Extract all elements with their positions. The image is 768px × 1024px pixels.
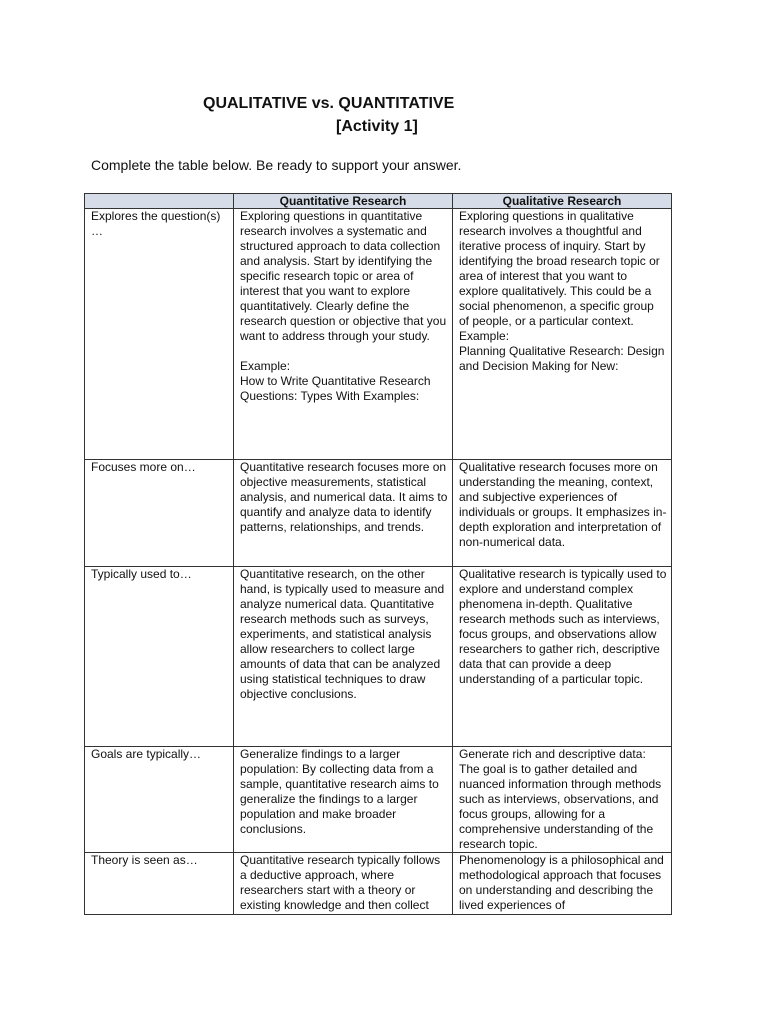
- quantitative-cell: [234, 460, 453, 567]
- quantitative-cell: [234, 567, 453, 747]
- qualitative-cell: [453, 853, 672, 915]
- quantitative-text: Quantitative research, on the other hand, is typically used to measure and analyze numerical data. Quantitative research methods such as surveys, experiments, and statistical analysis allow researchers to collect large amounts of data that can be analyzed using statistical techniques to draw objective conclusions.: [240, 567, 445, 701]
- quantitative-example: Example: How to Write Quantitative Research Questions: Types With Examples:: [240, 359, 431, 403]
- table-row: [85, 209, 672, 460]
- qualitative-text: Generate rich and descriptive data: The goal is to gather detailed and nuanced information through methods such as interviews, observations, and focus groups, allowing for a comprehensive understanding of the research topic.: [459, 747, 662, 851]
- qualitative-cell: [453, 460, 672, 567]
- document-title: QUALITATIVE vs. QUANTITATIVE: [203, 95, 455, 112]
- quantitative-cell: [234, 209, 453, 460]
- qualitative-cell: [453, 567, 672, 747]
- row-label: [85, 209, 234, 460]
- row-label: [85, 460, 234, 567]
- header-blank: [85, 194, 234, 209]
- row-label-text: Typically used to…: [91, 567, 192, 581]
- qualitative-text: Phenomenology is a philosophical and methodological approach that focuses on understanding and describing the lived experiences of: [459, 853, 664, 912]
- row-label: [85, 853, 234, 915]
- row-label-text: Theory is seen as…: [91, 853, 198, 867]
- row-label: [85, 747, 234, 853]
- quantitative-text: Exploring questions in quantitative research involves a systematic and structured approach to data collection and analysis. Start by identifying the specific research topic or area of interest that you want to explore quantitatively. Clearly define the research question or objective that you want to address through your study.: [240, 209, 447, 343]
- quantitative-text: Quantitative research focuses more on objective measurements, statistical analysis, and numerical data. It aims to quantify and analyze data to identify patterns, relationships, and trends.: [240, 460, 448, 534]
- row-label: [85, 567, 234, 747]
- qualitative-text: Exploring questions in qualitative research involves a thoughtful and iterative process of inquiry. Start by identifying the broad research topic or area of interest that you want to explore qualitatively. This could be a social phenomenon, a specific group of people, or a particular context. Example: Planning Qualitative Research: Design and Decision Making for New:: [459, 209, 665, 373]
- row-label-text: Focuses more on…: [91, 460, 196, 474]
- qualitative-text: Qualitative research is typically used to explore and understand complex phenomena in-depth. Qualitative research methods such as interviews, focus groups, and observations allow researchers to gather rich, descriptive data that can provide a deep understanding of a particular topic.: [459, 567, 667, 686]
- row-label-text: Explores the question(s) …: [91, 209, 221, 238]
- document-subtitle: [Activity 1]: [336, 118, 418, 135]
- comparison-table: [84, 193, 672, 915]
- header-qualitative: Qualitative Research: [453, 194, 672, 209]
- instructions-text: Complete the table below. Be ready to support your answer.: [91, 157, 462, 173]
- qualitative-cell: [453, 209, 672, 460]
- row-label-text: Goals are typically…: [91, 747, 202, 761]
- qualitative-cell: [453, 747, 672, 853]
- quantitative-cell: [234, 747, 453, 853]
- table-row: [85, 747, 672, 853]
- table-row: [85, 853, 672, 915]
- quantitative-text: Generalize findings to a larger population: By collecting data from a sample, quantitative research aims to generalize the findings to a larger population and make broader conclusions.: [240, 747, 439, 836]
- table-row: [85, 567, 672, 747]
- header-quantitative: Quantitative Research: [234, 194, 453, 209]
- table-header-row: [85, 194, 672, 209]
- quantitative-cell: [234, 853, 453, 915]
- quantitative-text: Quantitative research typically follows a deductive approach, where researchers start with a theory or existing knowledge and then collect: [240, 853, 441, 912]
- qualitative-text: Qualitative research focuses more on understanding the meaning, context, and subjective experiences of individuals or groups. It emphasizes in-depth exploration and interpretation of non-numerical data.: [459, 460, 667, 549]
- table-row: [85, 460, 672, 567]
